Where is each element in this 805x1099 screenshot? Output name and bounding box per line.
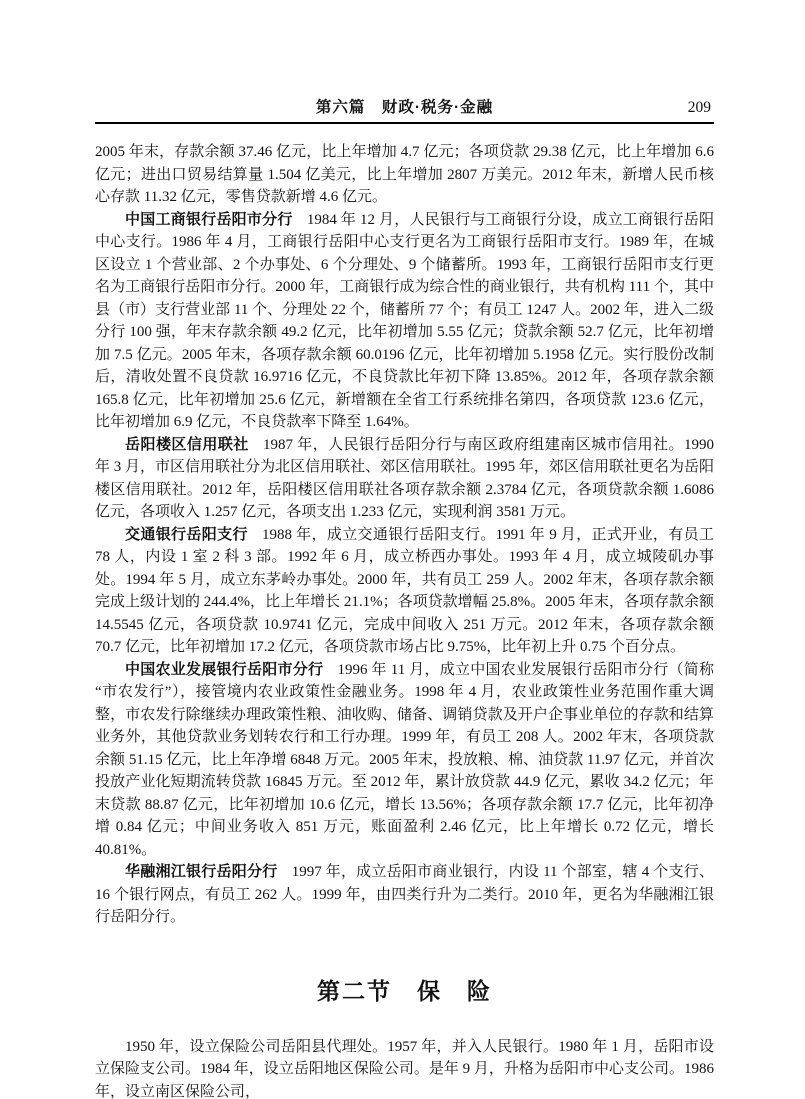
chapter-title: 第六篇 财政·税务·金融 [315,99,494,116]
entry-term: 华融湘江银行岳阳分行 [125,863,278,880]
paragraph: 1950 年，设立保险公司岳阳县代理处。1957 年，并入人民银行。1980 年 1 月，岳阳市设立保险支公司。1984 年，设立岳阳地区保险公司。是年 9 月，升格为岳阳市中心支公司。1986 年，设立南区保险公司， [95,1038,714,1099]
section-heading: 第二节 保 险 [317,977,492,1004]
entry-term: 交通银行岳阳支行 [125,525,248,543]
paragraph: 中国农业发展银行岳阳市分行 1996 年 11 月，成立中国农业发展银行岳阳市分行（简称“市农发行”），接管境内农业政策性金融业务。1998 年 4 月，农业政策性业务范围作重大调整，市农发行除继续办理政策性粮、油收购、储备、调销贷款及开户企事业单位的存款和结算业务外，其他贷款业务划转农行和工行办理。1999 年，有员工 208 人。2002 年末，各项贷款余额 51.15 亿元，比上年净增 6848 万元。2005 年末，投放粮、棉、油贷款 11.97 亿元，并首次投放产业化短期流转贷款 16845 万元。至 2012 年，累计放贷款 44.9 亿元，累收 34.2 亿元；年末贷款 88.87 亿元，比年初增加 10.6 亿元，增长 13.56%；各项存款余额 17.7 亿元，比年初净增 0.84 亿元；中间业务收入 851 万元，账面盈利 2.46 亿元，比上年增长 0.72 亿元，增长 40.81%。 [95,660,714,858]
paragraph: 交通银行岳阳支行 1988 年，成立交通银行岳阳支行。1991 年 9 月，正式开业，有员工 78 人，内设 1 室 2 科 3 部。1992 年 6 月，成立桥西办事处。1993 年 4 月，成立城陵矶办事处。1994 年 5 月，成立东茅岭办事处。2000 年，共有员工 259 人。2002 年末，各项存款余额完成上级计划的 244.4%，比上年增长 21.1%；各项贷款增幅 25.8%。2005 年末，各项存款余额 14.5545 亿元，各项贷款 10.9741 亿元，完成中间收入 251 万元。2012 年末，各项存款余额 70.7 亿元，比年初增加 17.2 亿元，各项贷款市场占比 9.75%，比年初上升 0.75 个百分点。 [95,525,714,655]
paragraph: 中国工商银行岳阳市分行 1984 年 12 月，人民银行与工商银行分设，成立工商银行岳阳中心支行。1986 年 4 月，工商银行岳阳中心支行更名为工商银行岳阳市支行。1989 年，在城区设立 1 个营业部、2 个办事处、6 个分理处、9 个储蓄所。1993 年，工商银行岳阳市支行更名为工商银行岳阳市分行。2000 年，工商银行成为综合性的商业银行，共有机构 111 个，其中县（市）支行营业部 11 个、分理处 22 个，储蓄所 77 个；有员工 1247 人。2002 年，进入二级分行 100 强，年末存款余额 49.2 亿元，比年初增加 5.55 亿元；贷款余额 52.7 亿元，比年初增加 7.5 亿元。2005 年末，各项存款余额 60.0196 亿元，比年初增加 5.1958 亿元。实行股份改制后，清收处置不良贷款 16.9716 亿元，不良贷款比年初下降 13.85%。2012 年，各项存款余额 165.8 亿元，比年初增加 25.6 亿元，新增额在全省工行系统排名第四，各项贷款 123.6 亿元，比年初增加 6.9 亿元，不良贷款率下降至 1.64%。 [95,210,714,430]
body-paragraphs [95,141,714,929]
paragraph: 华融湘江银行岳阳分行 1997 年，成立岳阳市商业银行，内设 11 个部室，辖 4 个支行、16 个银行网点，有员工 262 人。1999 年，由四类行升为二类行。2010 年，更名为华融湘江银行岳阳分行。 [95,863,714,925]
page-content [95,97,714,1099]
paragraph: 岳阳楼区信用联社 1987 年，人民银行岳阳分行与南区政府组建南区城市信用社。1990 年 3 月，市区信用联社分为北区信用联社、郊区信用联社。1995 年，郊区信用联社更名为岳阳楼区信用联社。2012 年，岳阳楼区信用联社各项存款余额 2.3784 亿元，各项贷款余额 1.6086 亿元，各项收入 1.257 亿元，各项支出 1.233 亿元，实现利润 3581 万元。 [95,435,714,520]
header-rule [95,122,714,124]
entry-term: 中国工商银行岳阳市分行 [125,210,293,228]
page-number: 209 [687,99,711,116]
entry-term: 中国农业发展银行岳阳市分行 [125,660,324,678]
entry-term: 岳阳楼区信用联社 [125,435,249,453]
section-paragraphs [95,1036,714,1099]
paragraph: 2005 年末，存款余额 37.46 亿元，比上年增加 4.7 亿元；各项贷款 29.38 亿元，比上年增加 6.6 亿元；进出口贸易结算量 1.504 亿美元，比上年增加 2807 万美元。2012 年末，新增人民币核心存款 11.32 亿元，零售贷款新增 4.6 亿元。 [95,144,714,205]
page-header [95,97,714,118]
